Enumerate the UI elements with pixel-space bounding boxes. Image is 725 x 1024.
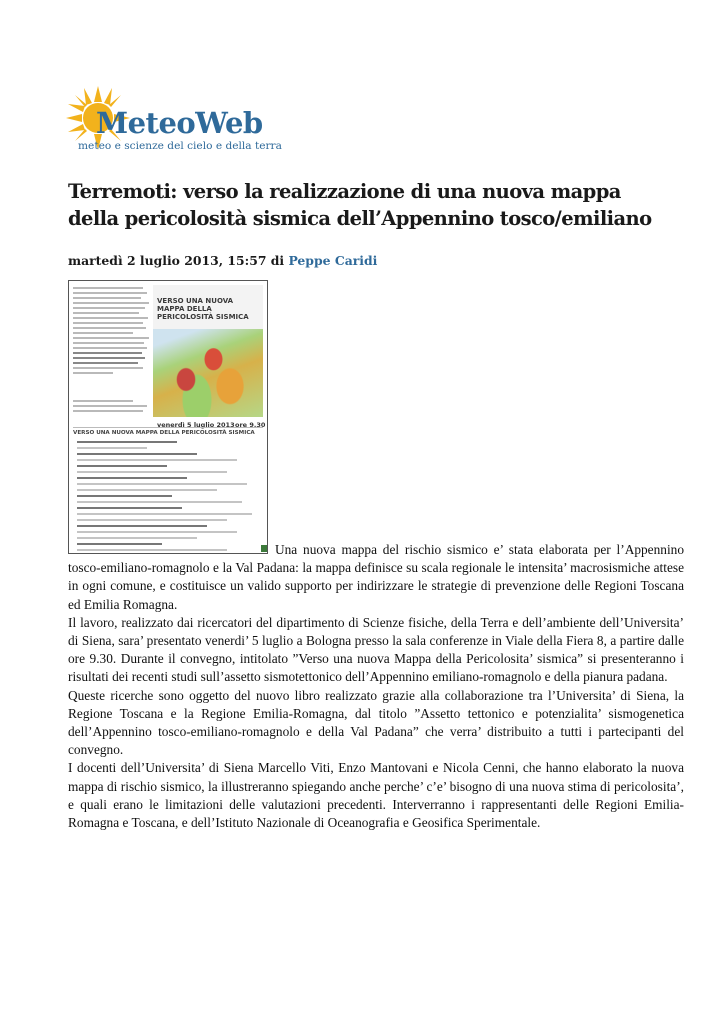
poster-seismic-map bbox=[153, 285, 263, 420]
logo-tagline: meteo e scienze del cielo e della terra bbox=[78, 140, 282, 152]
poster-date: venerdì 5 luglio 2013 bbox=[157, 421, 235, 429]
article-title: Terremoti: verso la realizzazione di una nuova mappa della pericolosità sismica dell’Appennino tosco/emiliano bbox=[68, 180, 652, 230]
paragraph-3: Queste ricerche sono oggetto del nuovo libro realizzato grazie alla collaborazione tra l’Universita’ di Siena, la Regione Toscana e la Regione Emilia-Romagna, dal titolo ”Assetto tettonico e potenzialita’ sismogenetica dell’Appennino tosco-emiliano-romagnolo e della Val Padana” che verra’ distribuito a tutti i partecipanti del convegno. bbox=[68, 687, 684, 758]
paragraph-4: I docenti dell’Universita’ di Siena Marcello Viti, Enzo Mantovani e Nicola Cenni, che hanno elaborato la nuova mappa di rischio sismico, la illustreranno spiegando anche perche’ c’e’ bisogno di una nuova stima di pericolosita’, e quali erano le limitazioni delle valutazioni precedenti. Interverranno i rappresentanti delle Regioni Emilia-Romagna e Toscana, e dell’Istituto Nazionale di Oceanografia e Geosifica Sperimentale. bbox=[68, 760, 684, 831]
paragraph-2: Il lavoro, realizzato dai ricercatori del dipartimento di Scienze fisiche, della Terra e dell’ambiente dell’Universita’ di Siena, sara’ presentato venerdi’ 5 luglio a Bologna presso la sala conferenze in Viale della Fiera 8, a partire dalle ore 9.30. Durante il convegno, intitolato ”Verso una nuova Mappa della Pericolosita’ sismica” si presenteranno i risultati dei recenti studi sull’assetto sismotettonico dell’Appennino emiliano-romagnolo e della pianura padana. bbox=[68, 614, 684, 685]
poster-image bbox=[68, 280, 268, 554]
byline-date: martedì 2 luglio 2013, 15:57 di bbox=[68, 253, 289, 268]
article-body bbox=[68, 541, 684, 832]
poster-time: ore 9.30 bbox=[235, 421, 266, 429]
poster-subheading: VERSO UNA NUOVA MAPPA DELLA PERICOLOSITÀ SISMICA bbox=[73, 427, 263, 436]
byline bbox=[68, 253, 377, 268]
poster-programme bbox=[77, 441, 257, 554]
author-link[interactable]: Peppe Caridi bbox=[288, 253, 378, 268]
poster-intro-text bbox=[73, 287, 151, 415]
poster-title: VERSO UNA NUOVA MAPPA DELLA PERICOLOSITÀ SISMICA bbox=[157, 297, 249, 321]
paragraph-1: Una nuova mappa del rischio sismico e’ stata elaborata per l’Appennino tosco-emiliano-romagnolo e la Val Padana: la mappa definisce su scala regionale le intensita’ macrosismiche attese in ogni comune, e costituisce un valido supporto per indirizzare le strategie di prevenzione delle Regioni Toscana ed Emilia Romagna. bbox=[68, 542, 684, 612]
meteoweb-logo[interactable] bbox=[66, 86, 282, 156]
logo-name: MeteoWeb bbox=[96, 106, 263, 140]
